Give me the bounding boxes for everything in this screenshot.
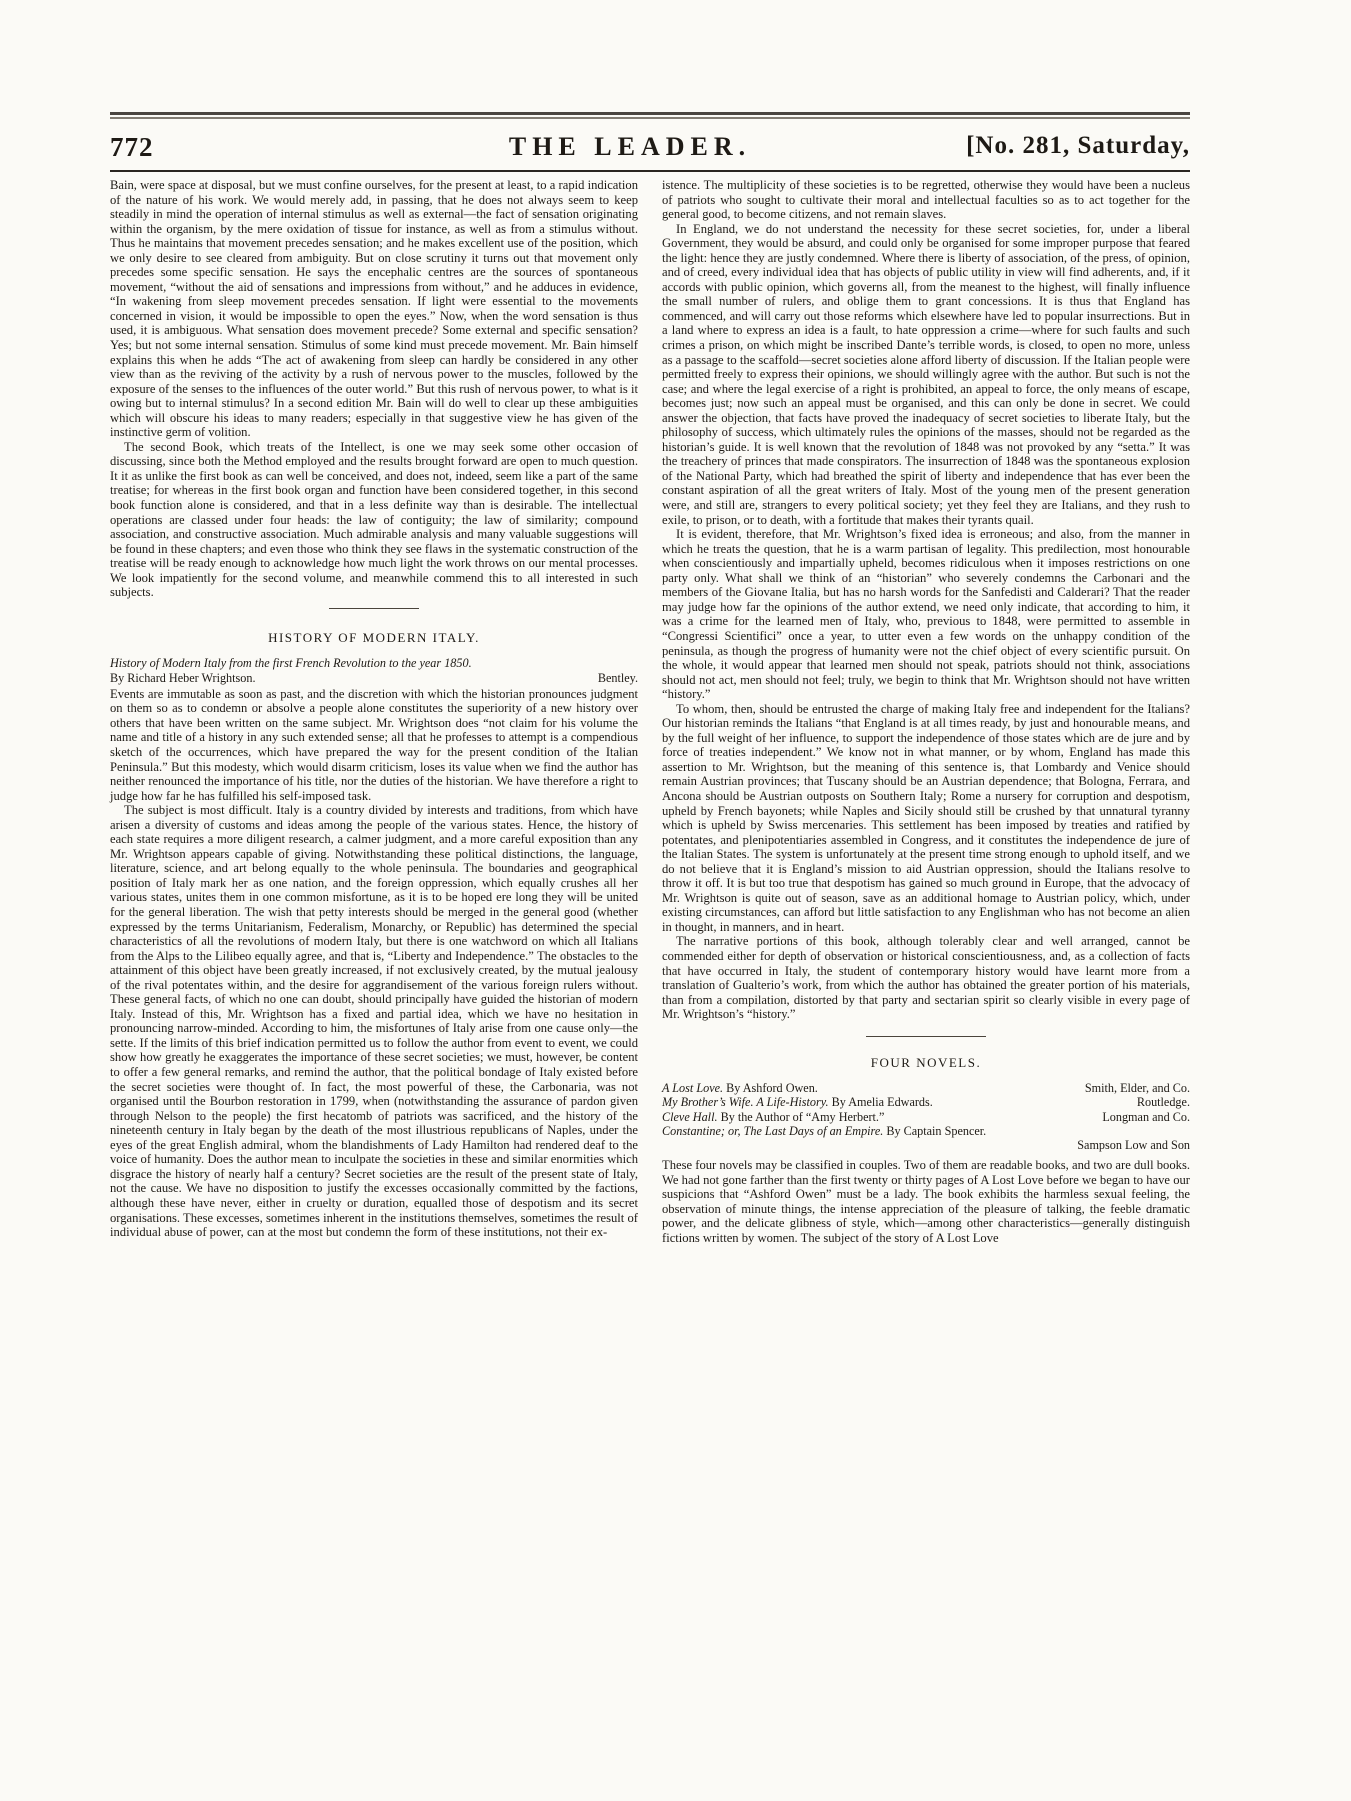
book-author: By Amelia Edwards. (831, 1095, 933, 1110)
book-publisher (1182, 1124, 1190, 1138)
book-publisher: Smith, Elder, and Co. (1084, 1081, 1190, 1096)
paragraph: In England, we do not understand the necessity for these secret societies, for, under a liberal Government, they would be absurd, and could only be organised for some improper purpose that feared the light: hence they are justly condemned. Where there is liberty of association, of the press, of opinion, and of creed, every individual idea that has objects of public utility in view will find adherents, and, if it accords with public opinion, which governs all, from the meanest to the highest, will finally influence the small number of rulers, and oblige them to grant concessions. It is thus that England has commenced, and will carry out those reforms which elsewhere have led to popular insurrections. But in a land where to express an idea is a fault, to hate oppression a crime—where for such faults and such crimes a prison, on which might be inscribed Dante’s terrible words, is closed, to open no more, unless as a passage to the scaffold—secret societies alone afford liberty of discussion. If the Italian people were permitted freely to express their opinions, we should willingly agree with the author. But such is not the case; and where the legal exercise of a right is prohibited, an appeal to force, the only means of escape, becomes just; now such an appeal must be organised, and this can only be done in secret. We could answer the objection, that facts have proved the inadequacy of secret societies to liberate Italy, but the philosophy of success, which ultimately rules the opinions of the masses, should not be regarded as the historian’s guide. It is well known that the revolution of 1848 was not provoked by any “setta.” It was the treachery of princes that made conspirators. The insurrection of 1848 was the spontaneous explosion of the National Party, which had breathed the spirit of liberty and independence that has ever been the constant aspiration of all the great writers of Italy. Most of the young men of the present generation were, and still are, strangers to every political society; yet they feel they are Italians, and they rush to exile, to prison, or to death, with a fortitude that makes their tyrants quail. (662, 221, 1190, 527)
book-publisher: Routledge. (1136, 1095, 1190, 1110)
book-title: Constantine; or, The Last Days of an Empire. (662, 1123, 884, 1138)
book-citation (662, 1095, 1190, 1109)
book-author: By Captain Spencer. (886, 1123, 987, 1138)
left-column (110, 178, 638, 1240)
right-column (662, 178, 1190, 1246)
top-rule (110, 112, 1190, 119)
book-citation (662, 1124, 1190, 1138)
paragraph: Events are immutable as soon as past, and the discretion with which the historian pronounces judgment on them so as to condemn or absolve a people alone constitutes the superiority of a new history over others that have been written on the same subject. Mr. Wrightson does “not claim for his volume the name and title of a history in any such extended sense; all that he professes to attempt is a compendious sketch of the occurrences, which have prepared the way for the present condition of the Italian Peninsula.” But this modesty, which would disarm criticism, loses its value when we find the author has neither renounced the importance of his title, nor the duties of the historian. We have therefore a right to judge how far he has fulfilled his self-imposed task. (110, 686, 638, 803)
book-citation (662, 1110, 1190, 1124)
paragraph: To whom, then, should be entrusted the charge of making Italy free and independent for the Italians? Our historian reminds the Italians “that England is at all times ready, by just and honourable means, and by the full weight of her influence, to support the independence of those states which are de jure and by force of treaties independent.” We know not in what manner, or by whom, England has made this assertion to Mr. Wrightson, but the meaning of this sentence is, that Lombardy and Venice should remain Austrian provinces; that Tuscany should be an Austrian dependence; that Bologna, Ferrara, and Ancona should be Austrian outposts on Southern Italy; Rome a nursery for corruption and despotism, upheld by French bayonets; while Naples and Sicily should still be crushed by that unnatural tyranny which is upheld by Swiss mercenaries. This settlement has been imposed by treaties and ratified by potentates, and plenipotentiaries assembled in Congress, and it constitutes the independence de jure of the Italian States. The system is unfortunately at the present time strong enough to uphold itself, and we do not believe that it is England’s mission to aid Austrian oppression, should the Italians resolve to throw it off. It is but too true that despotism has gained so much ground in Europe, that the advocacy of Mr. Wrightson is quite out of season, save as an additional homage to Austrian policy, which, under existing circumstances, can afford but little satisfaction to any Englishman who has not become an alien in thought, in manners, and in heart. (662, 701, 1190, 934)
paragraph: The second Book, which treats of the Intellect, is one we may seek some other occasion of discussing, since both the Method employed and the results brought forward are open to much question. It it as unlike the first book as can well be conceived, and does not, indeed, seem like a part of the same treatise; for whereas in the first book organ and function have been considered together, in this second book function alone is considered, and that in a less definite way than is desirable. The intellectual operations are classed under four heads: the law of contiguity; the law of similarity; compound association, and constructive association. Much admirable analysis and many valuable suggestions will be found in these chapters; and even those who think they see flaws in the systematic construction of the treatise will be ready enough to acknowledge how much light the work throws on our mental processes. We look impatiently for the second volume, and meanwhile commend this to all interested in such subjects. (110, 439, 638, 600)
book-publisher: Bentley. (597, 670, 638, 685)
paragraph: The subject is most difficult. Italy is a country divided by interests and traditions, from which have arisen a diversity of customs and ideas among the people of the various states. Hence, the history of each state requires a more diligent research, a calmer judgment, and a more careful exposition than any Mr. Wrightson appears capable of giving. Notwithstanding these political distinctions, the language, literature, science, and art belong equally to the whole peninsula. The boundaries and geographical position of Italy mark her as one nation, and the foreign oppression, which equally crushes all her various states, unites them in one common misfortune, as it is to be hoped ere long they will be united for the general liberation. The wish that petty interests should be merged in the general good (whether expressed by the terms Unitarianism, Federalism, Monarchy, or Republic) has determined the special characteristics of all the revolutions of modern Italy, but there is one watchword on which all Italians from the Alps to the Lilibeo equally agree, and that is, “Liberty and Independence.” The obstacles to the attainment of this object have been greatly increased, if not exclusively created, by the mutual jealousy of the rival potentates within, and the desire for aggrandisement of the various foreign rulers without. These general facts, of which no one can doubt, should principally have guided the historian of modern Italy. Instead of this, Mr. Wrightson has a fixed and partial idea, which we have no hesitation in pronouncing narrow-minded. According to him, the misfortunes of Italy arise from one cause only—the sette. If the limits of this brief indication permitted us to follow the author from event to event, we could show how greatly he exaggerates the importance of these secret societies; we must, however, be content to offer a few general remarks, and remind the author, that the political bondage of Italy existed before the secret societies were thought of. In fact, the most powerful of these, the Carbonaria, was not organised until the Bourbon restoration in 1799, when (notwithstanding the assurance of pardon given through Nelson to the people) the first hecatomb of patriots was sacrificed, and the history of the nineteenth century in Italy began by the death of the most illustrious republicans of Naples, under the eyes of the great English admiral, whom the blandishments of Lady Hamilton had rendered deaf to the voice of humanity. Does the author mean to inculpate the societies in these and similar enormities which disgrace the history of nearly half a century? Secret societies are the result of the present state of Italy, not the cause. We have no disposition to justify the excesses occasionally committed by the factions, although these have never, either in cruelty or duration, equalled those of despotism and its secret organisations. These excesses, sometimes inherent in the institutions themselves, sometimes the result of individual abuse of power, can at the most but condemn the form of these institutions, not their ex- (110, 803, 638, 1240)
book-author: By Ashford Owen. (726, 1081, 818, 1096)
book-author: By the Author of “Amy Herbert.” (720, 1109, 885, 1124)
book-author: By Richard Heber Wrightson. (110, 670, 256, 685)
paragraph: Bain, were space at disposal, but we must confine ourselves, for the present at least, to a rapid indication of the nature of his work. We would merely add, in passing, that he does not always seem to keep steadily in mind the operation of internal stimulus as well as external—the fact of sensation originating within the organism, by the mere oxidation of tissue for instance, as well as from a stimulus without. Thus he maintains that movement precedes sensation; and he makes excellent use of the position, which we only desire to see cleared from ambiguity. But on close scrutiny it turns out that movement only precedes some specific sensation. He says the encephalic centres are the sources of spontaneous movement, “without the aid of sensations and impressions from without,” and he adduces in evidence, “In wakening from sleep movement precedes sensation. If light were essential to the movements concerned in vision, it would be impossible to open the eyes.” Now, when the word sensation is thus used, it is ambiguous. What sensation does movement precede? Some external and specific sensation? Yes; but not some internal sensation. Stimulus of some kind must precede movement. Mr. Bain himself explains this when he adds “The act of awakening from sleep can hardly be considered in any other view than as the reviving of the activity by a rush of nervous power to the muscles, followed by the exposure of the senses to the influences of the outer world.” But this rush of nervous power, to what is it owing but to internal stimulus? In a second edition Mr. Bain will do well to clear up these ambiguities which will obscure his ideas to many readers; especially in that suggestive view he has given of the instinctive germ of volition. (110, 178, 638, 440)
book-title: Cleve Hall. (662, 1109, 718, 1124)
book-citation (662, 1081, 1190, 1095)
book-title: History of Modern Italy from the first French Revolution to the year 1850. (110, 656, 472, 671)
paragraph: It is evident, therefore, that Mr. Wrightson’s fixed idea is erroneous; and also, from the manner in which he treats the question, that he is a warm partisan of legality. This predilection, most honourable when conscientiously and impartially upheld, becomes ridiculous when it imposes restrictions on one party only. What shall we think of an “historian” who severely condemns the Carbonari and the members of the Giovane Italia, but has no harsh words for the Sanfedisti and Calderari? That the reader may judge how far the opinions of the author extend, we need only indicate, that according to him, it was a crime for the learned men of Italy, who, previous to 1848, were permitted to assemble in “Congressi Scientifici” once a year, to utter even a few words on the unhappy condition of the peninsula, as though the progress of humanity were not the chief object of every scientific pursuit. On the whole, it would appear that learned men should not speak, patriots should not think, associations should not act, men should not feel; truly, we begin to think that Mr. Wrightson should not have written “history.” (662, 527, 1190, 702)
issue-info: [No. 281, Saturday, (966, 132, 1190, 159)
section-divider (329, 608, 419, 609)
paragraph: These four novels may be classified in couples. Two of them are readable books, and two are dull books. We had not gone farther than the first twenty or thirty pages of A Lost Love before we began to have our suspicions that “Ashford Owen” must be a lady. The book exhibits the harmless sexual feeling, the observation of minute things, the intense appreciation of the pleasure of talking, the feeble dramatic power, and the delicate glibness of style, which—among other characteristics—generally distinguish fictions written by women. The subject of the story of A Lost Love (662, 1158, 1190, 1246)
section-heading: HISTORY OF MODERN ITALY. (268, 629, 480, 645)
book-title: A Lost Love. (662, 1081, 724, 1096)
section-divider (866, 1036, 986, 1037)
page-number: 772 (110, 132, 154, 162)
book-publisher: Longman and Co. (1102, 1109, 1190, 1124)
book-citation (110, 656, 638, 670)
paragraph: The narrative portions of this book, although tolerably clear and well arranged, cannot be commended either for depth of observation or historical conscientiousness, and, as a collection of facts that have occurred in Italy, the student of contemporary history would have learnt more from a translation of Gualterio’s work, from which the author has obtained the greater portion of his materials, than from a compilation, distorted by that party and sectarian spirit so clearly visible in every page of Mr. Wrightson’s “history.” (662, 934, 1190, 1022)
book-publisher: Sampson Low and Son (1077, 1138, 1190, 1153)
book-citation-line (110, 671, 638, 685)
paragraph: istence. The multiplicity of these societies is to be regretted, otherwise they would have been a nucleus of patriots who sought to cultivate their moral and intellectual faculties so as to act together for the general good, to become citizens, and not remain slaves. (662, 178, 1190, 222)
book-title: My Brother’s Wife. A Life-History. (662, 1095, 829, 1110)
page-header (110, 132, 1190, 168)
masthead-title: THE LEADER. (508, 132, 752, 161)
section-heading: FOUR NOVELS. (870, 1054, 982, 1070)
header-rule (110, 170, 1190, 172)
